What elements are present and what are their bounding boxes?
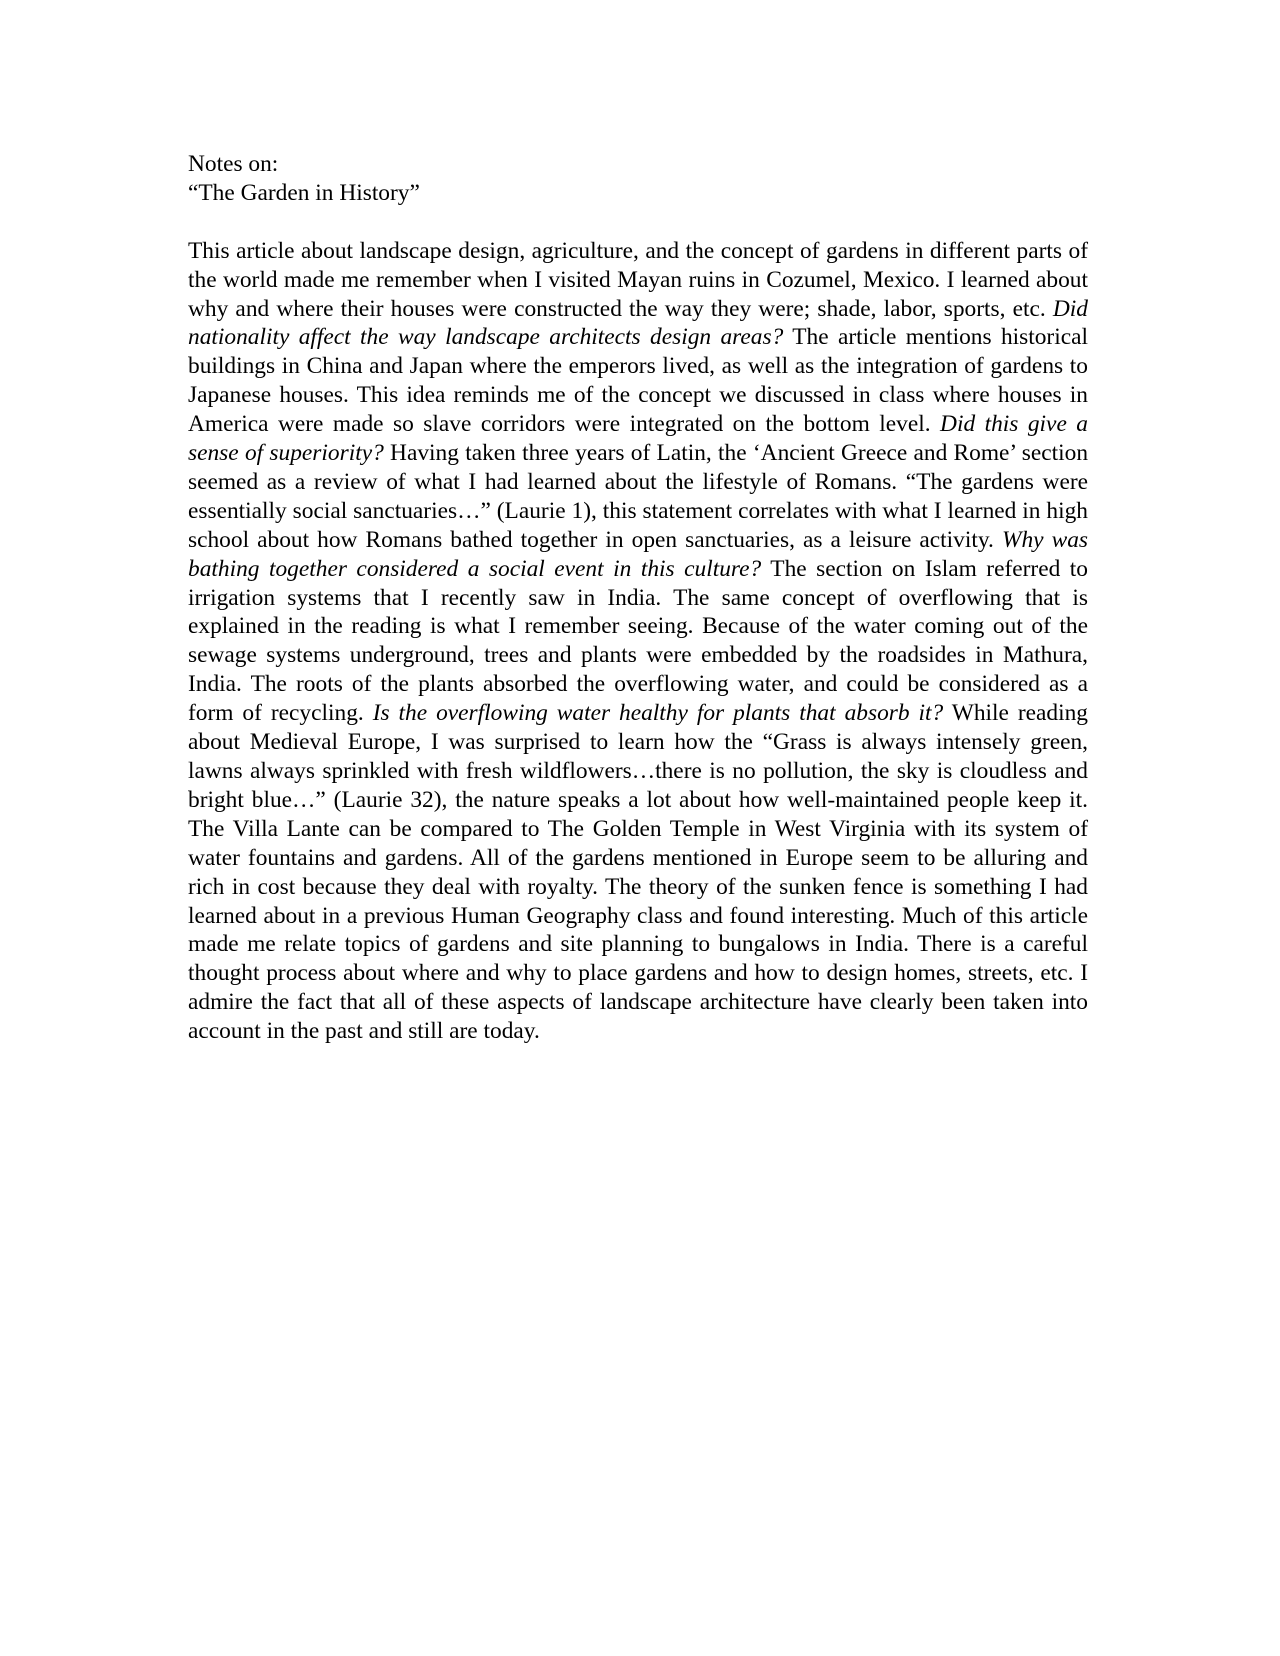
document-body: [188, 150, 1088, 1046]
notes-heading: [188, 150, 1088, 208]
notes-paragraph: [188, 237, 1088, 1046]
paragraph-text-run: The article mentions historical buildings in China and Japan where the emperors lived, as well as the integration of gardens to Japanese houses. This idea reminds me of the concept we discussed in class where houses in America were made so slave corridors were integrated on the bottom level.: [188, 324, 1088, 438]
paragraph-text-run: This article about landscape design, agriculture, and the concept of gardens in different parts of the world made me remember when I visited Mayan ruins in Cozumel, Mexico. I learned about why and where their houses were constructed the way they were; shade, labor, sports, etc.: [188, 237, 1088, 322]
question-bathing: Why was bathing together considered a social event in this culture?: [188, 526, 1088, 582]
blank-line: [188, 208, 1088, 237]
question-superiority: Did this give a sense of superiority?: [188, 411, 1088, 467]
question-overflowing-water: Is the overflowing water healthy for plants that absorb it?: [372, 700, 944, 727]
heading-notes-on: Notes on:: [188, 151, 279, 177]
paragraph-text-run: While reading about Medieval Europe, I was surprised to learn how the “Grass is always intensely green, lawns always sprinkled with fresh wildflowers…there is no pollution, the sky is cloudless and bright blue…” (Laurie 32), the nature speaks a lot about how well-maintained people keep it. The Villa Lante can be compared to The Golden Temple in West Virginia with its system of water fountains and gardens. All of the gardens mentioned in Europe seem to be alluring and rich in cost because they deal with royalty. The theory of the sunken fence is something I had learned about in a previous Human Geography class and found interesting. Much of this article made me relate topics of gardens and site planning to bungalows in India. There is a careful thought process about where and why to place gardens and how to design homes, streets, etc. I admire the fact that all of these aspects of landscape architecture have clearly been taken into account in the past and still are today.: [188, 700, 1088, 1045]
question-nationality: Did nationality affect the way landscape architects design areas?: [188, 295, 1088, 351]
heading-article-title: “The Garden in History”: [188, 179, 420, 206]
paragraph-text-run: Having taken three years of Latin, the ‘Ancient Greece and Rome’ section seemed as a review of what I had learned about the lifestyle of Romans. “The gardens were essentially social sanctuaries…” (Laurie 1), this statement correlates with what I learned in high school about how Romans bathed together in open sanctuaries, as a leisure activity.: [188, 440, 1089, 553]
paragraph-text-run: The section on Islam referred to irrigation systems that I recently saw in India. The same concept of overflowing that is explained in the reading is what I remember seeing. Because of the water coming out of the sewage systems underground, trees and plants were embedded by the roadsides in Mathura, India. The roots of the plants absorbed the overflowing water, and could be considered as a form of recycling.: [188, 555, 1088, 727]
